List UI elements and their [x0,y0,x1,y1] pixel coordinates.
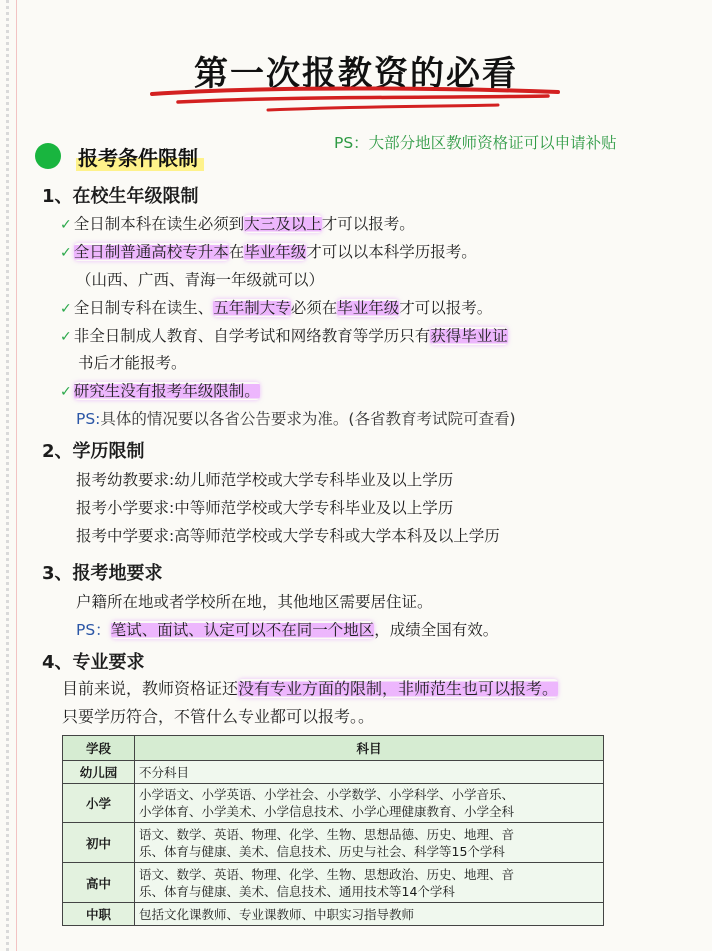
list-item: 户籍所在地或者学校所在地，其他地区需要居住证。 [76,593,433,611]
check-icon: ✓ [60,245,72,261]
subsidy-note: PS：大部分地区教师资格证可以申请补贴 [334,134,617,152]
list-item: ✓ 全日制本科在读生必须到大三及以上才可以报考。 [60,215,415,233]
list-item-cont: 书后才能报考。 [78,354,187,372]
stage-cell: 中职 [63,903,135,926]
stage-cell: 小学 [63,784,135,823]
header-subjects: 科目 [135,736,604,761]
subjects-cell: 语文、数学、英语、物理、化学、生物、思想品德、历史、地理、音 乐、体育与健康、美术、信息技术、历史与社会、科学等15个学科 [135,823,604,863]
ps-note: PS:具体的情况要以各省公告要求为准。(各省教育考试院可查看) [76,410,516,428]
heading-grade-limit: 1、在校生年级限制 [42,186,199,207]
heading-major: 4、专业要求 [42,652,145,673]
subjects-cell: 语文、数学、英语、物理、化学、生物、思想政治、历史、地理、音 乐、体育与健康、美术、信息技术、通用技术等14个学科 [135,863,604,903]
title-underline [148,84,568,114]
list-item: ✓ 全日制普通高校专升本在毕业年级才可以以本科学历报考。 [60,243,477,261]
list-item: 报考小学要求:中等师范学校或大学专科毕业及以上学历 [76,499,454,517]
paragraph-line: 只要学历符合，不管什么专业都可以报考。。 [62,707,375,726]
list-item: ✓ 非全日制成人教育、自学考试和网络教育等学历只有获得毕业证 [60,327,508,345]
table-row [63,823,604,863]
margin-line [16,0,17,951]
subjects-cell: 不分科目 [135,761,604,784]
heading-education-limit: 2、学历限制 [42,441,145,462]
paragraph-line: 目前来说，教师资格证还没有专业方面的限制，非师范生也可以报考。 [62,679,559,698]
list-item: ✓ 研究生没有报考年级限制。 [60,382,260,400]
heading-location: 3、报考地要求 [42,563,163,584]
ps-note: PS：笔试、面试、认定可以不在同一个地区，成绩全国有效。 [76,621,499,639]
list-item: ✓ 全日制专科在读生、五年制大专必须在毕业年级才可以报考。 [60,299,493,317]
check-icon: ✓ [60,329,72,345]
check-icon: ✓ [60,301,72,317]
table-row [63,863,604,903]
stage-cell: 幼儿园 [63,761,135,784]
section-dot-icon [35,143,61,169]
page-title: 第一次报教资的必看 [194,54,518,94]
binding-dots [6,0,9,951]
table-row [63,903,604,926]
list-item-note: （山西、广西、青海一年级就可以） [76,271,325,289]
list-item: 报考中学要求:高等师范学校或大学专科或大学本科及以上学历 [76,527,500,545]
subject-table [62,735,604,926]
table-row [63,761,604,784]
check-icon: ✓ [60,384,72,400]
subjects-cell: 小学语文、小学英语、小学社会、小学数学、小学科学、小学音乐、 小学体育、小学美术、小学信息技术、小学心理健康教育、小学全科 [135,784,604,823]
check-icon: ✓ [60,217,72,233]
table-row [63,784,604,823]
section-title: 报考条件限制 [76,142,204,171]
stage-cell: 初中 [63,823,135,863]
list-item: 报考幼教要求:幼儿师范学校或大学专科毕业及以上学历 [76,471,454,489]
subjects-cell: 包括文化课教师、专业课教师、中职实习指导教师 [135,903,604,926]
header-stage: 学段 [63,736,135,761]
table-header-row [63,736,604,761]
stage-cell: 高中 [63,863,135,903]
